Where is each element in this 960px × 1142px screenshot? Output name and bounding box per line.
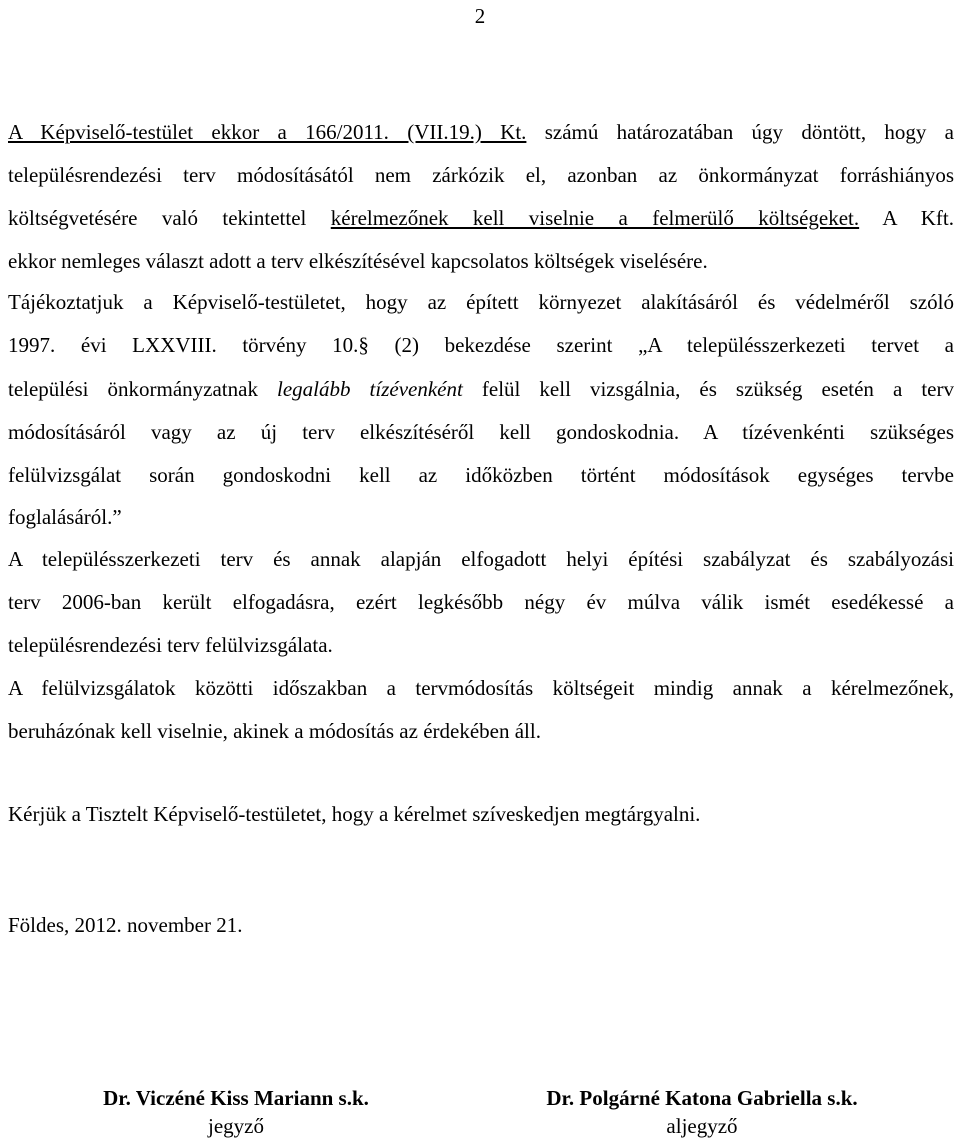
paragraph-3-line-2: terv 2006-ban került elfogadásra, ezért legkésőbb négy év múlva válik ismét esedékessé a [8, 590, 954, 614]
paragraph-1-line-1: A Képviselő-testület ekkor a 166/2011. (VII.19.) Kt. számú határozatában úgy döntött, hogy a [8, 120, 954, 144]
paragraph-4-line-2: beruházónak kell viselnie, akinek a módosítás az érdekében áll. [8, 719, 541, 743]
paragraph-3-line-1: A településszerkezeti terv és annak alapján elfogadott helyi építési szabályzat és szabályozási [8, 547, 954, 571]
signature-name-right: Dr. Polgárné Katona Gabriella s.k. [546, 1086, 858, 1110]
paragraph-4-line-1: A felülvizsgálatok közötti időszakban a tervmódosítás költségeit mindig annak a kérelmezőnek, [8, 676, 954, 700]
underlined-costs-phrase: kérelmezőnek kell viselnie a felmerülő költségeket. [330, 206, 860, 230]
paragraph-2-line-1: Tájékoztatjuk a Képviselő-testületet, hogy az épített környezet alakításáról és védelméről szóló [8, 290, 954, 314]
signature-title-left: jegyző [208, 1114, 264, 1138]
signature-title-right: aljegyző [666, 1114, 738, 1138]
page-number: 2 [474, 4, 486, 28]
paragraph-2-line-5: felülvizsgálat során gondoskodni kell az időközben történt módosítások egységes tervbe [8, 463, 954, 487]
signature-name-left: Dr. Viczéné Kiss Mariann s.k. [103, 1086, 369, 1110]
paragraph-2-line-3: települési önkormányzatnak legalább tízévenként felül kell vizsgálnia, és szükség esetén a terv [8, 377, 954, 401]
place-and-date: Földes, 2012. november 21. [8, 913, 243, 937]
paragraph-2-line-2: 1997. évi LXXVIII. törvény 10.§ (2) bekezdése szerint „A településszerkezeti tervet a [8, 333, 954, 357]
paragraph-1-line-3: költségvetésére való tekintettel kérelmezőnek kell viselnie a felmerülő költségeket. A Kft. [8, 206, 954, 230]
paragraph-1-line-2: településrendezési terv módosításától nem zárkózik el, azonban az önkormányzat forráshiányos [8, 163, 954, 187]
paragraph-2-line-4: módosításáról vagy az új terv elkészítéséről kell gondoskodnia. A tízévenkénti szükséges [8, 420, 954, 444]
paragraph-2-line-6: foglalásáról.” [8, 505, 122, 529]
request-sentence: Kérjük a Tisztelt Képviselő-testületet, hogy a kérelmet szíveskedjen megtárgyalni. [8, 802, 701, 826]
paragraph-1-line-4: ekkor nemleges választ adott a terv elkészítésével kapcsolatos költségek viselésére. [8, 249, 708, 273]
italic-phrase: legalább tízévenként [277, 377, 463, 401]
resolution-reference: A Képviselő-testület ekkor a 166/2011. (VII.19.) Kt. [8, 120, 527, 144]
paragraph-3-line-3: településrendezési terv felülvizsgálata. [8, 633, 333, 657]
